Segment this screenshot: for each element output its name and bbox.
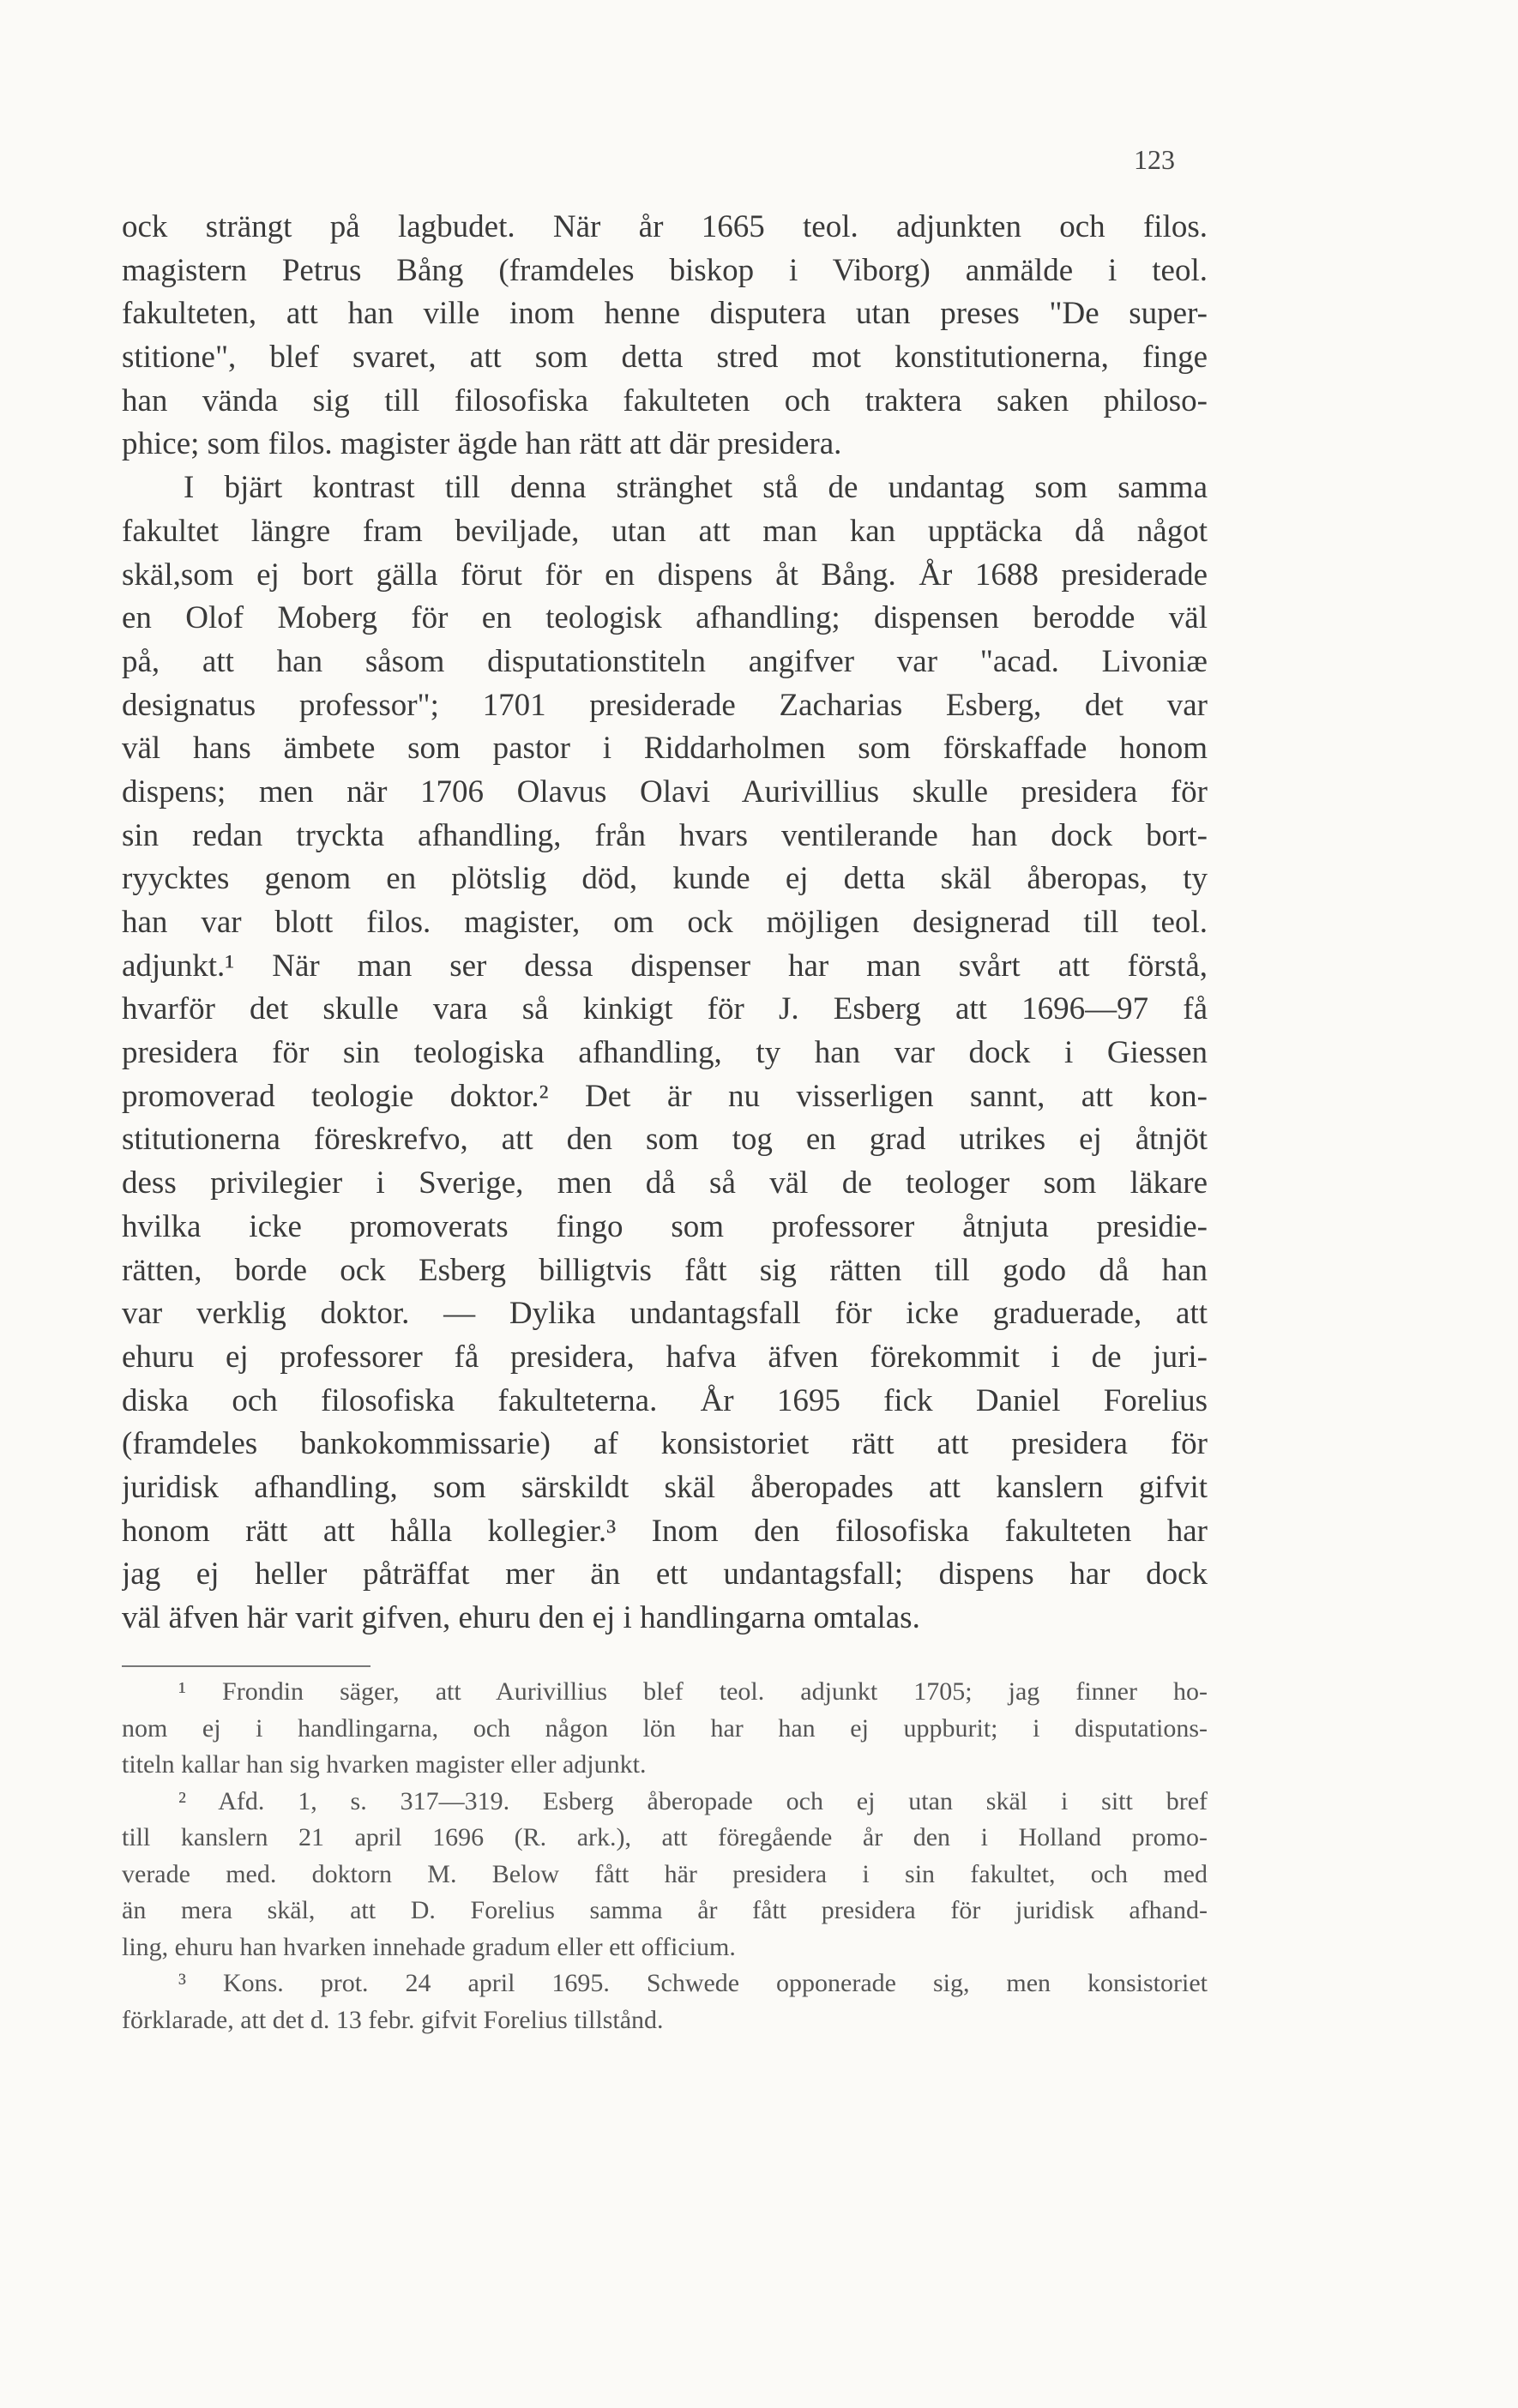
text-line: promoverad teologie doktor.² Det är nu visserligen sannt, att kon-: [122, 1078, 1208, 1114]
footnote-line: ling, ehuru han hvarken innehade gradum eller ett officium.: [122, 1932, 736, 1961]
footnote-line: ³ Kons. prot. 24 april 1695. Schwede opponerade sig, men konsistoriet: [178, 1969, 1208, 1997]
text-line: hvarför det skulle vara så kinkigt för J. Esberg att 1696—97 få: [122, 991, 1208, 1027]
text-line: adjunkt.¹ När man ser dessa dispenser har man svårt att förstå,: [122, 948, 1208, 984]
footnote-line: än mera skäl, att D. Forelius samma år fått presidera för juridisk afhand-: [122, 1896, 1208, 1924]
text-line: juridisk afhandling, som särskildt skäl åberopades att kanslern gifvit: [122, 1469, 1208, 1505]
footnote-line: titeln kallar han sig hvarken magister eller adjunkt.: [122, 1750, 647, 1779]
text-line: jag ej heller påträffat mer än ett undantagsfall; dispens har dock: [122, 1556, 1208, 1592]
footnote-divider: [122, 1665, 370, 1667]
text-line: phice; som filos. magister ägde han rätt att där presidera.: [122, 426, 842, 462]
footnote-line: nom ej i handlingarna, och någon lön har han ej uppburit; i disputations-: [122, 1713, 1208, 1743]
text-line: väl hans ämbete som pastor i Riddarholmen som förskaffade honom: [122, 731, 1208, 767]
text-line: ryycktes genom en plötslig död, kunde ej detta skäl åberopas, ty: [122, 861, 1208, 897]
text-line: fakultet längre fram beviljade, utan att man kan upptäcka då något: [122, 513, 1208, 549]
text-line: han var blott filos. magister, om ock möjligen designerad till teol.: [122, 905, 1208, 940]
text-line: en Olof Moberg för en teologisk afhandling; dispensen berodde väl: [122, 600, 1208, 636]
text-line: I bjärt kontrast till denna stränghet stå de undantag som samma: [184, 470, 1208, 506]
footnote-line: till kanslern 21 april 1696 (R. ark.), att föregående år den i Holland promo-: [122, 1823, 1208, 1851]
text-line: sin redan tryckta afhandling, från hvars ventilerande han dock bort-: [122, 817, 1208, 853]
text-line: hvilka icke promoverats fingo som professorer åtnjuta presidie-: [122, 1208, 1208, 1244]
text-line: väl äfven här varit gifven, ehuru den ej i handlingarna omtalas.: [122, 1600, 920, 1635]
text-line: presidera för sin teologiska afhandling, ty han var dock i Giessen: [122, 1035, 1208, 1071]
footnote-line: förklarade, att det d. 13 febr. gifvit Forelius tillstånd.: [122, 2005, 664, 2034]
text-line: dispens; men när 1706 Olavus Olavi Aurivillius skulle presidera för: [122, 774, 1208, 810]
text-line: ehuru ej professorer få presidera, hafva äfven förekommit i de juri-: [122, 1339, 1208, 1375]
text-line: honom rätt att hålla kollegier.³ Inom den filosofiska fakulteten har: [122, 1513, 1208, 1549]
text-line: (framdeles bankokommissarie) af konsistoriet rätt att presidera för: [122, 1426, 1208, 1462]
footnote-line: verade med. doktorn M. Below fått här presidera i sin fakultet, och med: [122, 1859, 1208, 1888]
text-line: ock strängt på lagbudet. När år 1665 teol. adjunkten och filos.: [122, 209, 1208, 244]
page-number: 123: [1134, 144, 1175, 175]
text-line: var verklig doktor. — Dylika undantagsfall för icke graduerade, att: [122, 1296, 1208, 1332]
text-line: diska och filosofiska fakulteterna. År 1695 fick Daniel Forelius: [122, 1382, 1208, 1418]
footnote-line: ² Afd. 1, s. 317—319. Esberg åberopade och ej utan skäl i sitt bref: [178, 1786, 1208, 1815]
text-line: designatus professor"; 1701 presiderade Zacharias Esberg, det var: [122, 687, 1208, 723]
text-line: magistern Petrus Bång (framdeles biskop i Viborg) anmälde i teol.: [122, 252, 1208, 288]
footnote-line: ¹ Frondin säger, att Aurivillius blef teol. adjunkt 1705; jag finner ho-: [178, 1677, 1208, 1706]
text-line: dess privilegier i Sverige, men då så väl de teologer som läkare: [122, 1165, 1208, 1201]
text-line: på, att han såsom disputationstiteln angifver var "acad. Livoniæ: [122, 643, 1208, 679]
text-line: han vända sig till filosofiska fakulteten och traktera saken philoso-: [122, 382, 1208, 418]
text-line: stitutionerna föreskrefvo, att den som tog en grad utrikes ej åtnjöt: [122, 1122, 1208, 1158]
text-line: skäl,som ej bort gälla förut för en dispens åt Bång. År 1688 presiderade: [122, 557, 1208, 593]
text-line: rätten, borde ock Esberg billigtvis fått sig rätten till godo då han: [122, 1252, 1208, 1288]
text-line: stitione", blef svaret, att som detta stred mot konstitutionerna, finge: [122, 340, 1208, 376]
footnotes: [122, 1674, 1208, 2038]
main-text: [122, 206, 1208, 1640]
text-line: fakulteten, att han ville inom henne disputera utan preses "De super-: [122, 296, 1208, 332]
